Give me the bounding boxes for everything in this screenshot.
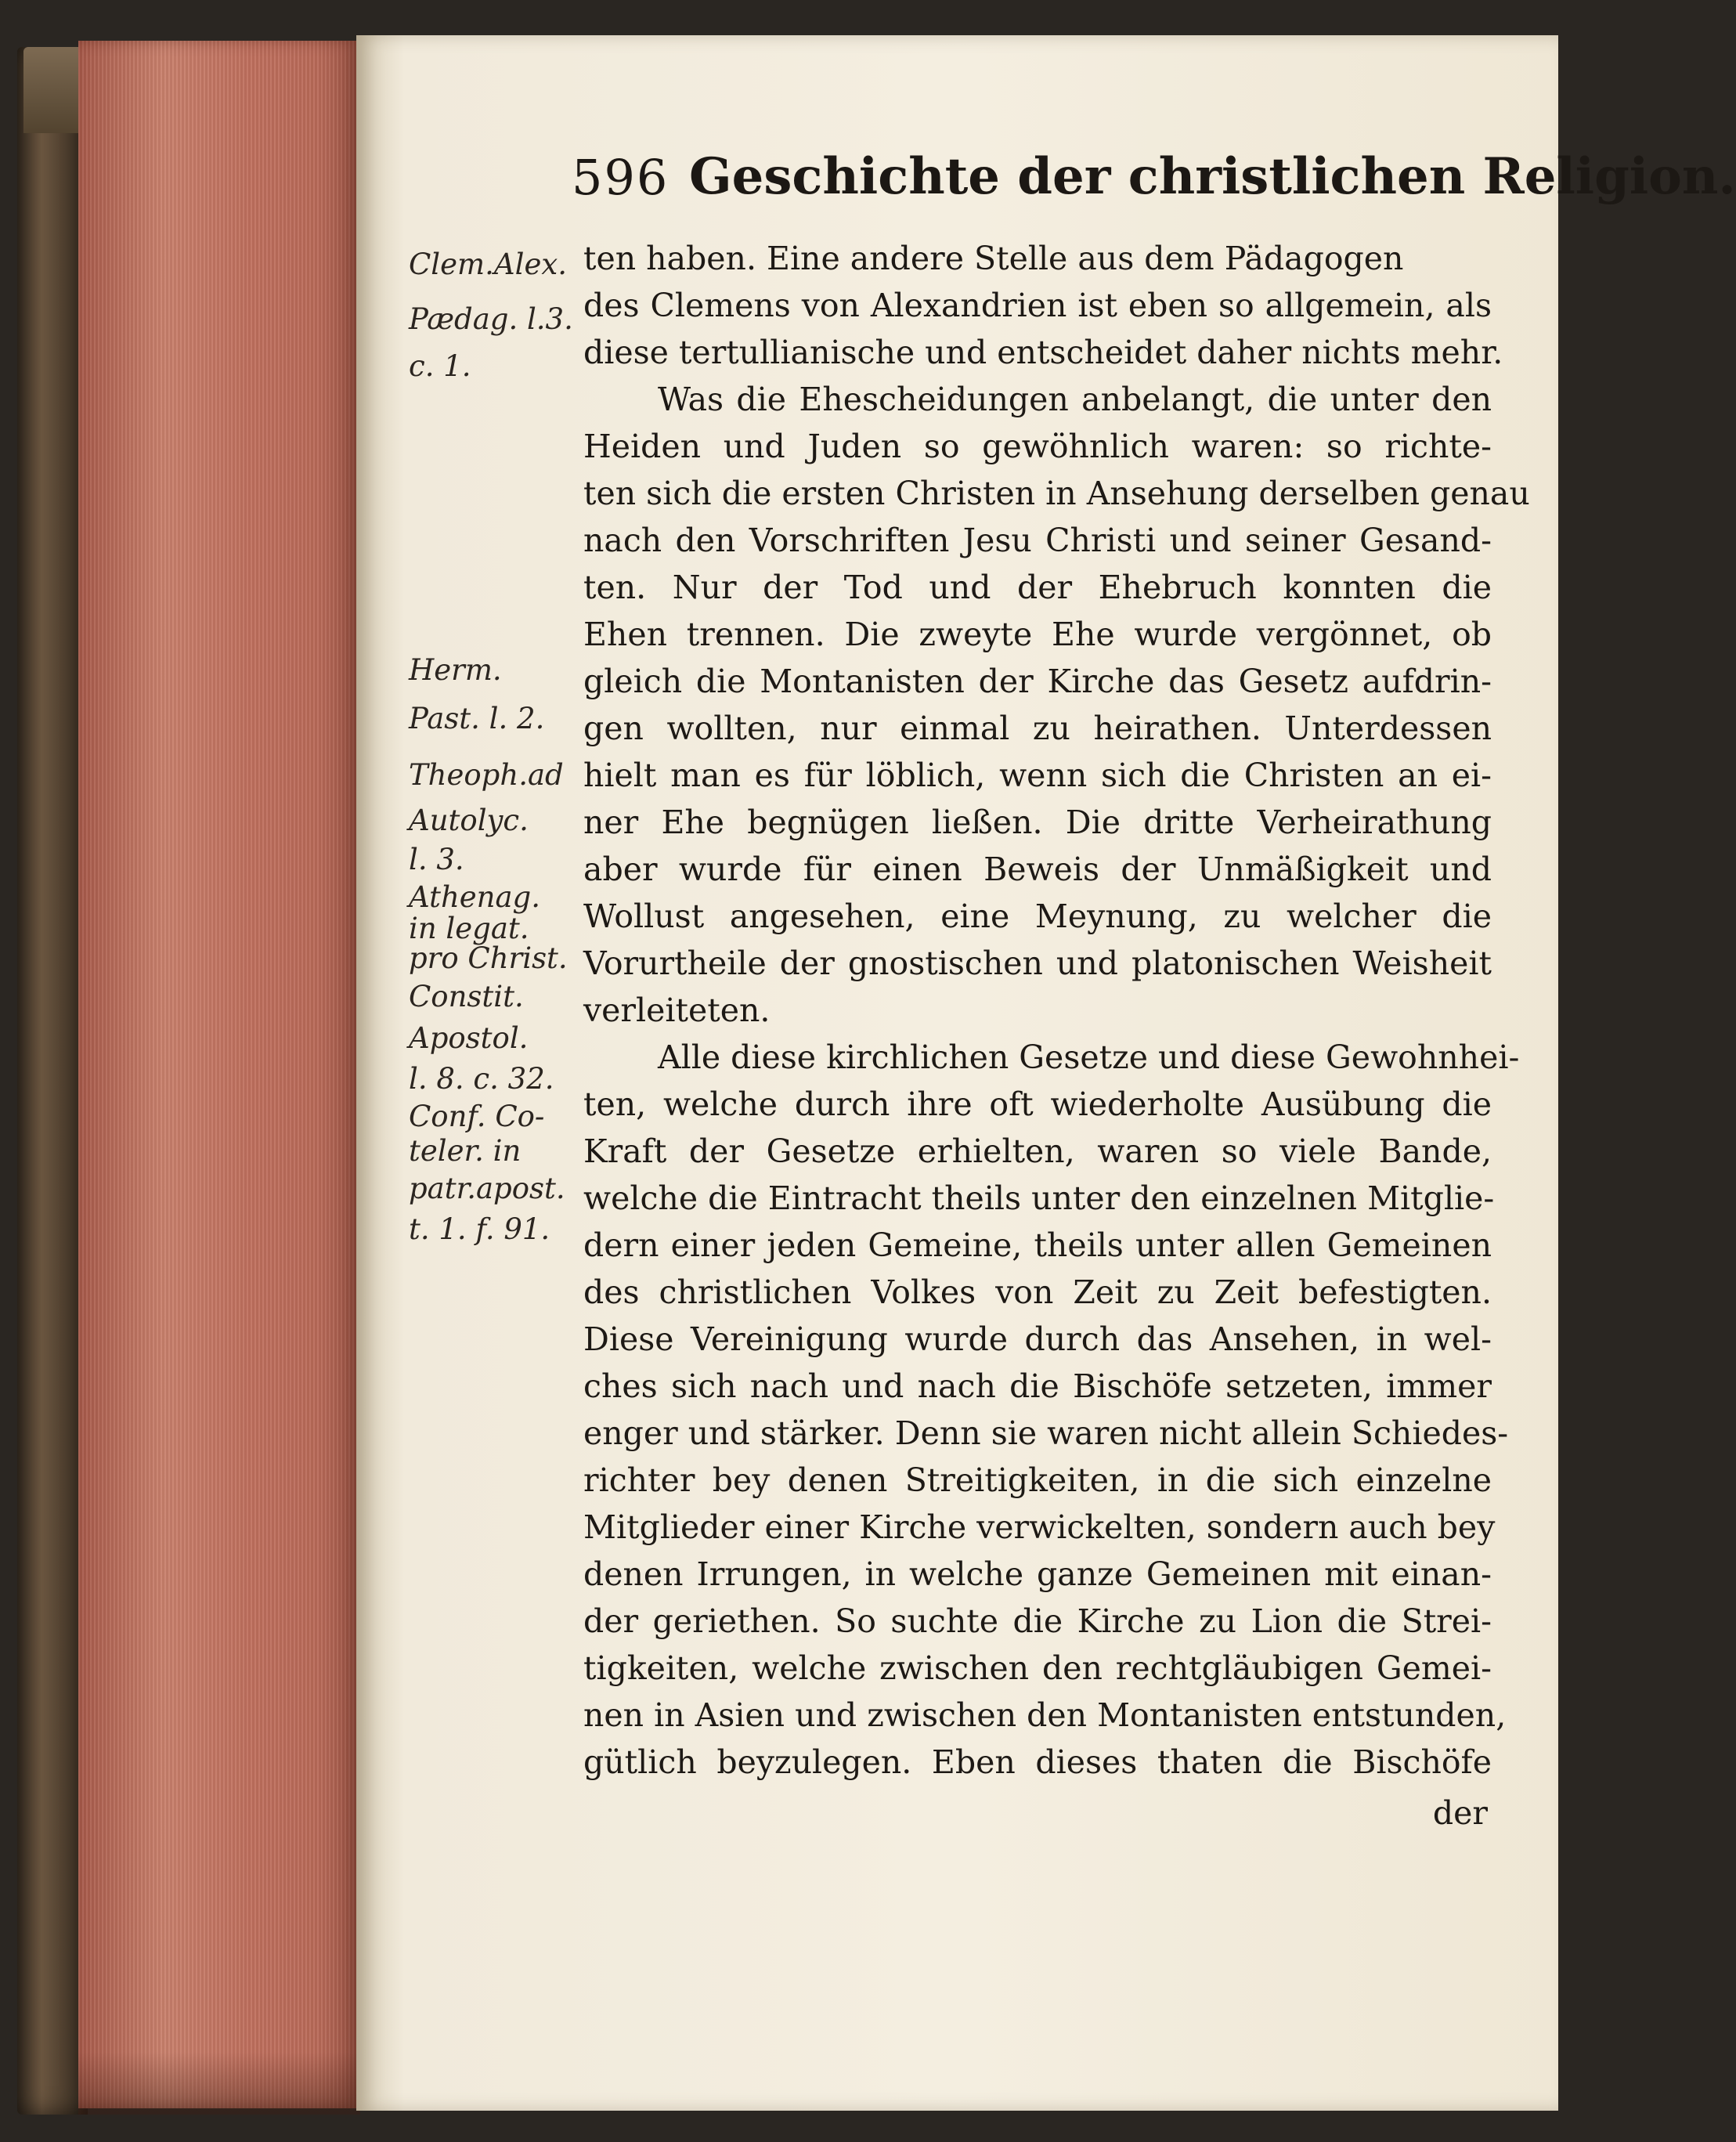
text-line: richter bey denen Streitigkeiten, in die sich einzelne xyxy=(583,1461,1492,1499)
text-line: Diese Vereinigung wurde durch das Ansehen, in wel- xyxy=(583,1320,1492,1358)
text-line: ten sich die ersten Christen in Ansehung derselben genau xyxy=(583,475,1530,512)
running-head: Geschichte der christlichen Religion. xyxy=(689,147,1736,206)
text-line: nen in Asien und zwischen den Montanisten entstunden, xyxy=(583,1696,1507,1734)
text-line: tigkeiten, welche zwischen den rechtgläubigen Gemei- xyxy=(583,1649,1492,1687)
text-line: Wollust angesehen, eine Meynung, zu welcher die xyxy=(583,898,1492,935)
margin-note: Pædag. l.3. xyxy=(409,302,573,336)
margin-note: Past. l. 2. xyxy=(409,702,545,735)
margin-note: Herm. xyxy=(409,653,502,687)
text-line: aber wurde für einen Beweis der Unmäßigkeit und xyxy=(583,851,1492,888)
margin-note: Conf. Co- xyxy=(409,1100,545,1133)
text-line: ten, welche durch ihre oft wiederholte Ausübung die xyxy=(583,1085,1492,1123)
margin-note: Athenag. xyxy=(409,880,540,914)
text-line: diese tertullianische und entscheidet daher nichts mehr. xyxy=(583,334,1503,371)
text-line: dern einer jeden Gemeine, theils unter allen Gemeinen xyxy=(583,1226,1492,1264)
margin-note: Clem.Alex. xyxy=(409,247,567,281)
margin-note: Constit. xyxy=(409,980,524,1013)
margin-note: t. 1. f. 91. xyxy=(409,1212,550,1246)
margin-note: in legat. xyxy=(409,912,529,945)
text-line: gleich die Montanisten der Kirche das Gesetz aufdrin- xyxy=(583,663,1492,700)
page-edges-shadow xyxy=(78,2052,360,2115)
text-line: Vorurtheile der gnostischen und platonischen Weisheit xyxy=(583,945,1492,982)
text-line: welche die Eintracht theils unter den einzelnen Mitglie- xyxy=(583,1179,1495,1217)
margin-note: Theoph.ad xyxy=(409,758,564,792)
page-edges xyxy=(78,41,360,2108)
page-header xyxy=(572,141,1736,227)
margin-note: c. 1. xyxy=(409,349,471,383)
margin-note: pro Christ. xyxy=(409,941,568,975)
text-line: Was die Ehescheidungen anbelangt, die unter den xyxy=(658,381,1492,418)
margin-note: patr.apost. xyxy=(409,1172,565,1205)
text-line: verleiteten. xyxy=(583,992,771,1029)
text-line: Mitglieder einer Kirche verwickelten, sondern auch bey xyxy=(583,1508,1496,1546)
text-line: des Clemens von Alexandrien ist eben so allgemein, als xyxy=(583,287,1492,324)
text-line: hielt man es für löblich, wenn sich die Christen an ei- xyxy=(583,757,1492,794)
text-line: Alle diese kirchlichen Gesetze und diese Gewohnhei- xyxy=(658,1038,1520,1076)
text-line: gen wollten, nur einmal zu heirathen. Unterdessen xyxy=(583,710,1492,747)
text-line: Ehen trennen. Die zweyte Ehe wurde vergönnet, ob xyxy=(583,616,1492,653)
margin-note: l. 8. c. 32. xyxy=(409,1062,554,1096)
text-line: ten haben. Eine andere Stelle aus dem Pädagogen xyxy=(583,240,1404,277)
text-line: ner Ehe begnügen ließen. Die dritte Verheirathung xyxy=(583,804,1492,841)
text-line: ten. Nur der Tod und der Ehebruch konnten die xyxy=(583,569,1492,606)
margin-note: Autolyc. xyxy=(409,804,529,837)
text-line: denen Irrungen, in welche ganze Gemeinen mit einan- xyxy=(583,1555,1492,1593)
text-line: enger und stärker. Denn sie waren nicht allein Schiedes- xyxy=(583,1414,1509,1452)
text-line: des christlichen Volkes von Zeit zu Zeit befestigten. xyxy=(583,1273,1492,1311)
margin-note: Apostol. xyxy=(409,1021,529,1055)
text-line: gütlich beyzulegen. Eben dieses thaten die Bischöfe xyxy=(583,1743,1492,1781)
text-line: der geriethen. So suchte die Kirche zu Lion die Strei- xyxy=(583,1602,1492,1640)
text-line: nach den Vorschriften Jesu Christi und seiner Gesand- xyxy=(583,522,1492,559)
text-line: Heiden und Juden so gewöhnlich waren: so richte- xyxy=(583,428,1492,465)
text-line: ches sich nach und nach die Bischöfe setzeten, immer xyxy=(583,1367,1492,1405)
book-cover xyxy=(17,47,88,2115)
margin-note: teler. in xyxy=(409,1134,522,1168)
catchword: der xyxy=(1432,1794,1488,1832)
text-line: Kraft der Gesetze erhielten, waren so viele Bande, xyxy=(583,1132,1492,1170)
page-number: 596 xyxy=(572,149,669,206)
margin-note: l. 3. xyxy=(409,843,464,876)
